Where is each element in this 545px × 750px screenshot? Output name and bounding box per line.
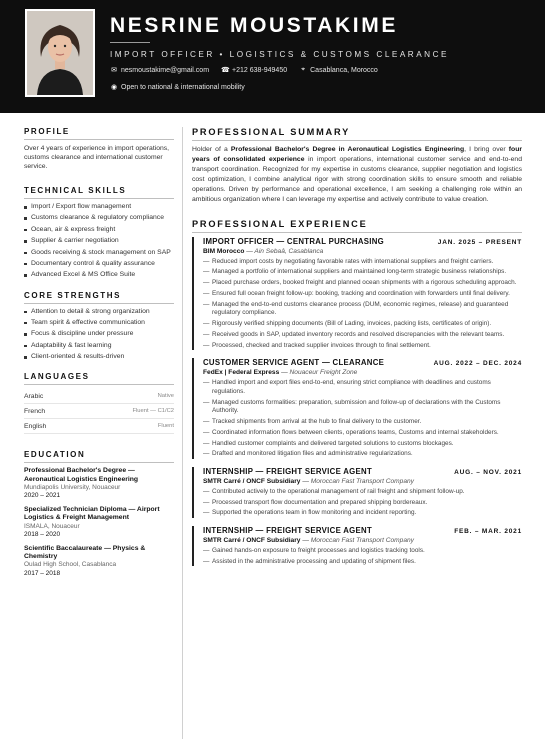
list-item: Documentary control & quality assurance — [24, 260, 174, 268]
header-banner — [0, 0, 545, 113]
phone-icon: ☎ — [221, 67, 230, 74]
profile-text: Over 4 years of experience in import operations, customs clearance and international customer service. — [24, 145, 170, 170]
job-title: INTERNSHIP — FREIGHT SERVICE AGENT — [203, 466, 373, 476]
list-item: — Reduced import costs by negotiating favorable rates with international suppliers and freight carriers. — [203, 258, 522, 267]
job-title: IMPORT OFFICER • LOGISTICS & CUSTOMS CLEARANCE — [110, 50, 449, 59]
language-name: French — [24, 408, 46, 416]
job-date: AUG. 2022 – DEC. 2024 — [433, 360, 522, 368]
contact-location — [299, 66, 378, 74]
list-item: Import / Export flow management — [24, 203, 174, 211]
list-item: Attention to detail & strong organization — [24, 308, 174, 316]
degree: Specialized Technician Diploma — Airport Logistics & Freight Management — [24, 506, 160, 522]
languages-heading: LANGUAGES — [24, 372, 90, 382]
candidate-name: NESRINE MOUSTAKIME — [110, 14, 398, 37]
job-entry — [192, 467, 522, 518]
contact-phone[interactable] — [221, 66, 287, 74]
language-level: Fluent — [157, 423, 174, 430]
list-item: Team spirit & effective communication — [24, 319, 174, 327]
school: Oulad High School, Casablanca — [24, 561, 117, 569]
school: ISMALA, Nouaceur — [24, 522, 80, 530]
experience-heading: PROFESSIONAL EXPERIENCE — [192, 218, 368, 229]
section-rule — [24, 139, 174, 140]
education-item — [24, 467, 174, 500]
summary-text: Holder of a Professional Bachelor's Degree in Aeronautical Logistics Engineering, I bring over four years of consolidated experience in import operations, international customer service and end-to-end transport coordination. Recognized for my expertise in customs clearance, supplier negotiation and logistics cost optimization, I combine analytical rigor with strong coordination skills to ensure smooth and reliable operations. Driven by performance and operational excellence, I am seeking a challenging role within an ambitious organization where I can leverage my expertise and actively contribute to value creation. — [192, 146, 522, 204]
list-item: Supplier & carrier negotiation — [24, 237, 174, 245]
location-text: Casablanca, Morocco — [310, 66, 378, 74]
job-date: FEB. – MAR. 2021 — [454, 528, 522, 536]
core-strengths-heading: CORE STRENGTHS — [24, 290, 122, 300]
list-item: Adaptability & fast learning — [24, 342, 174, 350]
job-company: SMTR Carré / ONCF Subsidiary — Moroccan Fast Transport Company — [203, 477, 414, 485]
profile-heading: PROFILE — [24, 127, 70, 136]
years: 2017 – 2018 — [24, 569, 61, 577]
education-heading: EDUCATION — [24, 450, 86, 460]
list-item: — Supported the operations team in flow monitoring and incident reporting. — [203, 509, 522, 518]
language-level: Fluent — C1/C2 — [132, 408, 174, 415]
job-title: CUSTOMER SERVICE AGENT — CLEARANCE — [203, 358, 385, 368]
language-row — [24, 419, 174, 434]
list-item: — Handled import and export files end-to-end, ensuring strict compliance with deadlines and customs regulations. — [203, 379, 522, 396]
section-rule — [24, 198, 174, 199]
profile-photo — [25, 9, 95, 97]
list-item: Goods receiving & stock management on SAP — [24, 249, 174, 257]
job-title: IMPORT OFFICER — CENTRAL PURCHASING — [203, 236, 385, 246]
section-rule — [24, 303, 174, 304]
section-rule — [24, 384, 174, 385]
job-entry — [192, 526, 522, 566]
technical-skills-heading: TECHNICAL SKILLS — [24, 186, 127, 195]
education-item — [24, 506, 174, 539]
language-row — [24, 389, 174, 404]
job-bullets — [203, 258, 522, 351]
list-item: Client-oriented & results-driven — [24, 353, 174, 361]
list-item: — Received goods in SAP, updated inventory records and resolved discrepancies with the relevant teams. — [203, 331, 522, 340]
job-date: AUG. – NOV. 2021 — [454, 468, 522, 476]
contact-row — [110, 66, 378, 74]
section-rule — [192, 232, 522, 233]
list-item: Customs clearance & regulatory compliance — [24, 214, 174, 222]
mobility-line — [110, 83, 245, 91]
list-item: Ocean, air & express freight — [24, 226, 174, 234]
list-item: — Gained hands-on exposure to freight processes and logistics tracking tools. — [203, 547, 522, 556]
list-item: — Processed, checked and tracked supplier invoices through to final settlement. — [203, 342, 522, 351]
section-rule — [192, 140, 522, 141]
education-item — [24, 545, 174, 578]
list-item: Focus & discipline under pressure — [24, 330, 174, 338]
phone-text: +212 638-949450 — [232, 66, 288, 74]
envelope-icon: ✉ — [111, 67, 117, 74]
degree: Scientific Baccalaureate — Physics & Chemistry — [24, 544, 146, 561]
summary-heading: PROFESSIONAL SUMMARY — [192, 127, 350, 137]
list-item: — Managed customs formalities: preparation, submission and follow-up of declarations with the Customs Authority. — [203, 399, 522, 416]
pin-icon: ⌖ — [301, 66, 306, 73]
list-item: — Coordinated information flows between clients, operations teams, Customs and internal stakeholders. — [203, 429, 522, 438]
job-company: BIM Morocco — Ain Sebaâ, Casablanca — [203, 247, 324, 255]
list-item: — Placed purchase orders, booked freight and planned ocean shipments with a rigorous scheduling approach. — [203, 279, 522, 288]
list-item: — Managed the end-to-end customs clearance process (DUM, economic regimes, release) and guaranteed regulatory compliance. — [203, 301, 522, 318]
section-rule — [24, 462, 174, 463]
job-entry — [192, 358, 522, 459]
language-name: English — [24, 423, 47, 431]
language-name: Arabic — [24, 393, 44, 401]
years: 2018 – 2020 — [24, 530, 61, 538]
job-bullets — [203, 547, 522, 566]
left-column — [24, 127, 174, 584]
column-divider — [182, 127, 183, 739]
job-entry — [192, 237, 522, 351]
mobility-text: Open to national & international mobility — [121, 83, 245, 91]
email-text: nesmoustakime@gmail.com — [121, 66, 210, 74]
core-strengths-list — [24, 308, 174, 362]
list-item: — Handled customer complaints and delivered targeted solutions to customs blockages. — [203, 440, 522, 449]
job-date: JAN. 2025 – PRESENT — [437, 238, 522, 246]
list-item: — Rigorously verified shipping documents (Bill of Lading, invoices, packing lists, certificates of origin). — [203, 320, 522, 329]
technical-skills-list — [24, 203, 174, 280]
language-row — [24, 404, 174, 419]
list-item: Advanced Excel & MS Office Suite — [24, 271, 174, 279]
list-item: — Assisted in the administrative processing and updating of shipment files. — [203, 558, 522, 567]
job-bullets — [203, 488, 522, 518]
job-company: FedEx | Federal Express — Nouaceur Freight Zone — [203, 369, 358, 377]
list-item: — Managed a portfolio of international suppliers and maintained long-term strategic business relationships. — [203, 268, 522, 277]
globe-icon: ◉ — [110, 84, 118, 91]
list-item: — Processed transport flow documentation and prepared shipping bordereaux. — [203, 499, 522, 508]
school: Mundiapolis University, Nouaceur — [24, 483, 121, 491]
list-item: — Drafted and monitored litigation files and administrative regularizations. — [203, 450, 522, 459]
contact-email[interactable] — [110, 66, 209, 74]
list-item: — Tracked shipments from arrival at the hub to final delivery to the customer. — [203, 418, 522, 427]
language-level: Native — [157, 393, 174, 400]
languages-list — [24, 389, 174, 434]
job-title: INTERNSHIP — FREIGHT SERVICE AGENT — [203, 526, 373, 536]
years: 2020 – 2021 — [24, 491, 61, 499]
list-item: — Contributed actively to the operational management of rail freight and shipment follow-up. — [203, 488, 522, 497]
job-bullets — [203, 379, 522, 459]
header-divider — [110, 42, 150, 43]
list-item: — Ensured full ocean freight follow-up: booking, tracking and coordination with forwarders until final delivery. — [203, 290, 522, 299]
right-column — [192, 127, 522, 574]
degree: Professional Bachelor's Degree — Aeronautical Logistics Engineering — [24, 467, 139, 483]
job-company: SMTR Carré / ONCF Subsidiary — Moroccan Fast Transport Company — [203, 537, 414, 545]
